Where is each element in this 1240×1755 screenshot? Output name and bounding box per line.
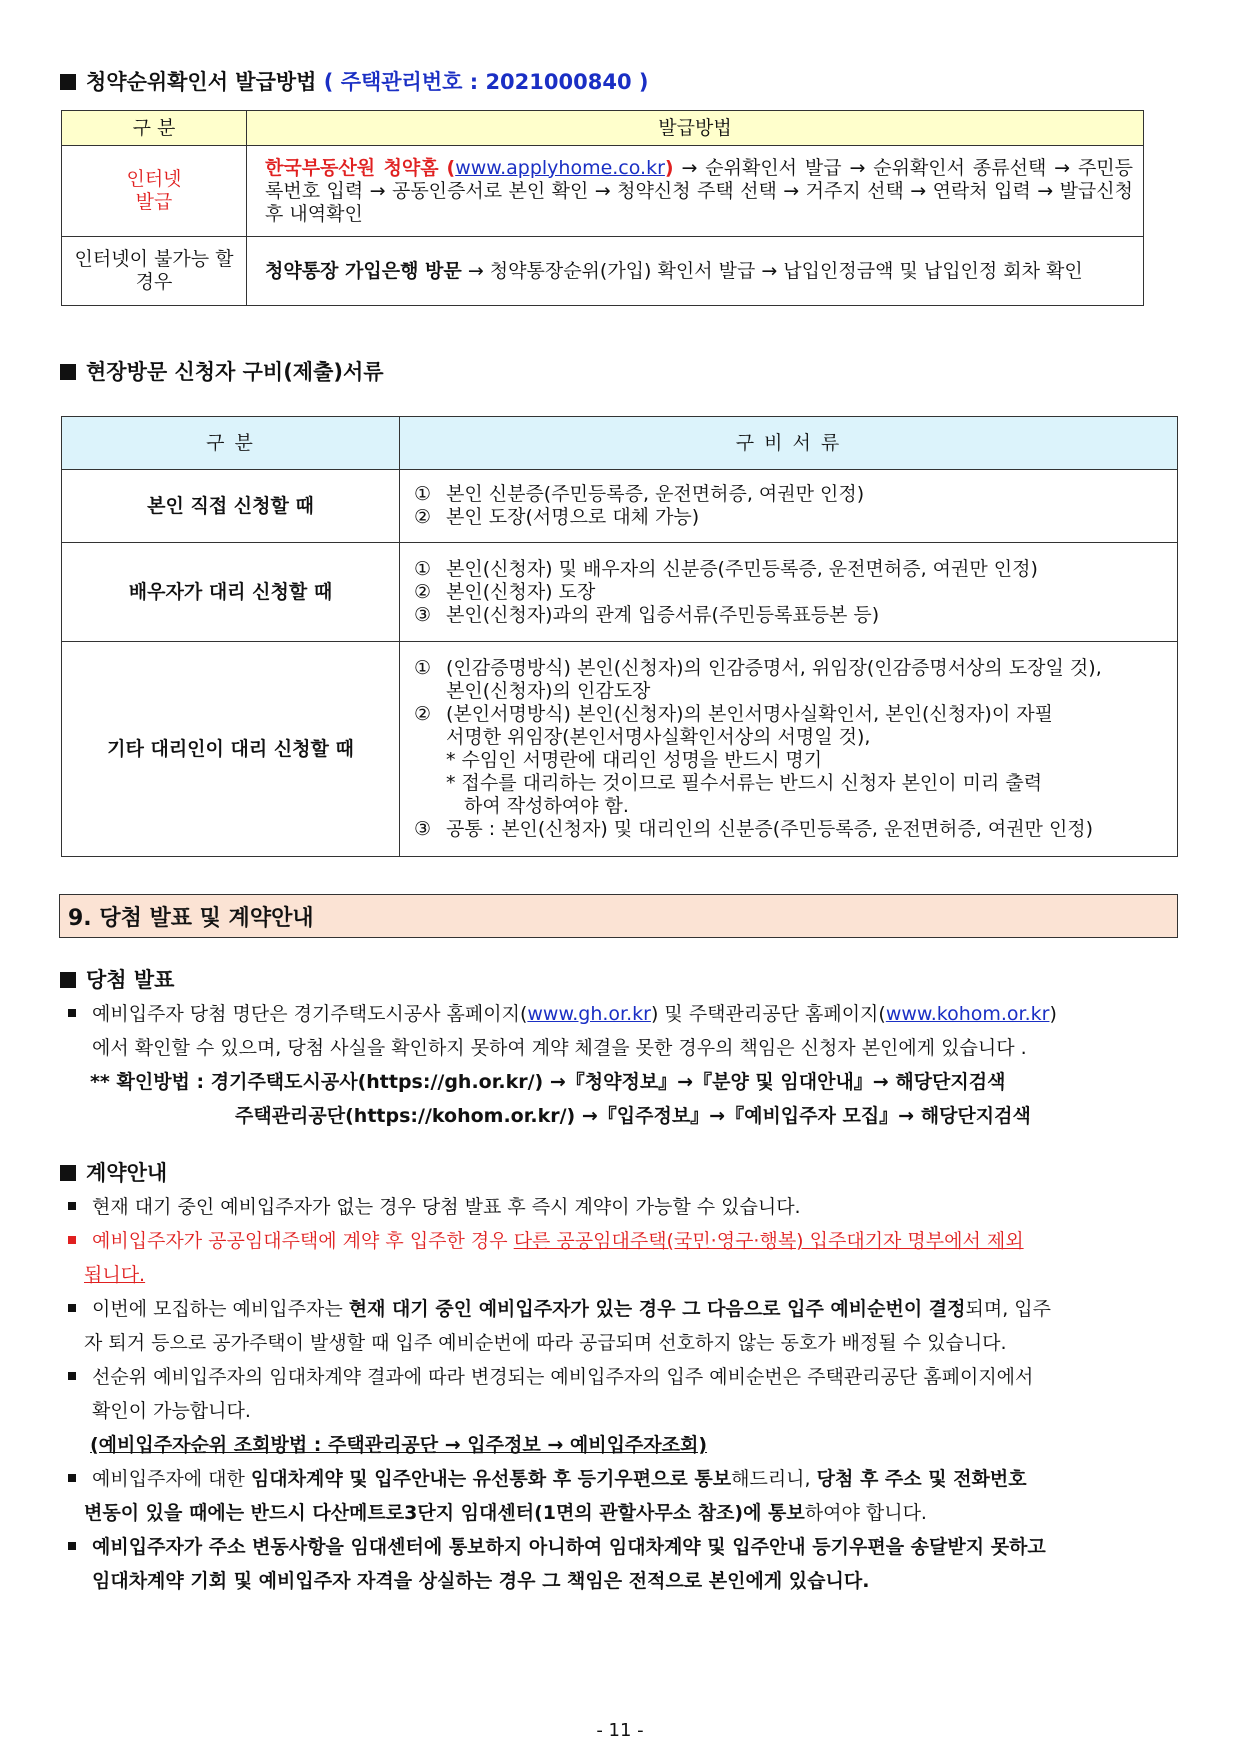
square-bullet-icon xyxy=(60,364,76,380)
note: * 접수를 대리하는 것이므로 필수서류는 반드시 신청자 본인이 미리 출력 xyxy=(446,772,1043,794)
row-method: 청약통장 가입은행 방문 → 청약통장순위(가입) 확인서 발급 → 납입인정금액 및 납입인정 회차 확인 xyxy=(247,237,1144,306)
square-bullet-icon xyxy=(60,74,76,90)
table-header: 구 비 서 류 xyxy=(400,417,1178,470)
check-method-1: ** 확인방법 : 경기주택도시공사(https://gh.or.kr/) →『청약정보』→『분양 및 임대안내』→ 해당단지검색 xyxy=(90,1071,1006,1093)
check-method-2: 주택관리공단(https://kohom.or.kr/) →『입주정보』→『예비입주자 모집』→ 해당단지검색 xyxy=(235,1105,1031,1127)
list-item: ① 본인 신분증(주민등록증, 운전면허증, 여권만 인정) xyxy=(414,483,865,505)
list-item: ① 본인(신청자) 및 배우자의 신분증(주민등록증, 운전면허증, 여권만 인정) xyxy=(414,557,1038,580)
section-9-header: 9. 당첨 발표 및 계약안내 xyxy=(59,894,1178,938)
applyhome-link[interactable]: www.applyhome.co.kr xyxy=(455,156,665,179)
table-header: 발급방법 xyxy=(247,111,1144,146)
list-item: ② 본인(신청자) 도장 xyxy=(414,580,596,603)
contract-title: 계약안내 xyxy=(60,1157,167,1187)
list-item: ② 본인 도장(서명으로 대체 가능) xyxy=(414,506,700,528)
list-item: 예비입주자가 주소 변동사항을 임대센터에 통보하지 아니하여 임대차계약 및 입주안내 등기우편을 송달받지 못하고 xyxy=(60,1530,1180,1564)
list-item: 예비입주자에 대한 임대차계약 및 입주안내는 유선통화 후 등기우편으로 통보해드리니, 당첨 후 주소 및 전화번호 xyxy=(60,1462,1180,1496)
row-docs xyxy=(400,543,1178,642)
table-row xyxy=(62,146,1144,237)
row-method: 한국부동산원 청약홈 (www.applyhome.co.kr) → 순위확인서 발급 → 순위확인서 종류선택 → 주민등록번호 입력 → 공동인증서로 본인 확인 → 청약신청 주택 선택 → 거주지 선택 → 연락처 입력 → 발급신청 후 내역확인 xyxy=(247,146,1144,237)
row-docs: ① (인감증명방식) 본인(신청자)의 인감증명서, 위임장(인감증명서상의 도장일 것), 본인(신청자)의 인감도장 ② (본인서명방식) 본인(신청자)의 본인서명사실확인서, 본인(신청자)이 자필 서명한 위임장(본인서명사실확인서상의 서명일 것), * 수임인 서명란에 대리인 성명을 반드시 명기 * 접수를 대리하는 것이므로 필수서류는 반드시 신청자 본인이 미리 출력 하여 작성하여야 함. ③ 공통 : 본인(신청자) 및 대리인의 신분증(주민등록증, 운전면허증, 여권만 인정) xyxy=(400,642,1178,857)
list-item: 예비입주자가 공공임대주택에 계약 후 입주한 경우 다른 공공임대주택(국민·영구·행복) 입주대기자 명부에서 제외 xyxy=(60,1224,1180,1258)
row-category: 인터넷이 불가능 할 경우 xyxy=(62,237,247,306)
bullet-icon xyxy=(68,1009,76,1017)
bullet-icon xyxy=(68,1372,76,1380)
row-category: 배우자가 대리 신청할 때 xyxy=(62,543,400,642)
bullet-icon xyxy=(68,1202,76,1210)
square-bullet-icon xyxy=(60,972,76,988)
bullet-icon xyxy=(68,1236,76,1244)
bullet-icon xyxy=(68,1474,76,1482)
table-header: 구 분 xyxy=(62,417,400,470)
issue-method-table xyxy=(61,110,1144,306)
list-item: ③ 본인(신청자)과의 관계 입증서류(주민등록표등본 등) xyxy=(414,603,880,626)
table-row xyxy=(62,642,1178,857)
list-item: 현재 대기 중인 예비입주자가 없는 경우 당첨 발표 후 즉시 계약이 가능할 수 있습니다. xyxy=(60,1190,1180,1224)
bullet-icon xyxy=(68,1542,76,1550)
bullet-icon xyxy=(68,1304,76,1312)
row-category: 본인 직접 신청할 때 xyxy=(62,470,400,543)
list-item: 이번에 모집하는 예비입주자는 현재 대기 중인 예비입주자가 있는 경우 그 다음으로 입주 예비순번이 결정되며, 입주 xyxy=(60,1292,1180,1326)
required-docs-table xyxy=(61,416,1178,857)
lookup-method: (예비입주자순위 조회방법 : 주택관리공단 → 입주정보 → 예비입주자조회) xyxy=(90,1434,708,1456)
issue-section-title: 청약순위확인서 발급방법 ( 주택관리번호 : 2021000840 ) xyxy=(60,66,648,96)
gh-link[interactable]: www.gh.or.kr xyxy=(527,1003,651,1025)
list-item: ① (인감증명방식) 본인(신청자)의 인감증명서, 위임장(인감증명서상의 도장일 것), xyxy=(414,657,1102,679)
contract-text: 현재 대기 중인 예비입주자가 없는 경우 당첨 발표 후 즉시 계약이 가능할 수 있습니다. 예비입주자가 공공임대주택에 계약 후 입주한 경우 다른 공공임대주택(국민·영구·행복) 입주대기자 명부에서 제외 됩니다. 이번에 모집하는 예비입주자는 현재 대기 중인 예비입주자가 있는 경우 그 다음으로 입주 예비순번이 결정되며, 입주 자 퇴거 등으로 공가주택이 발생할 때 입주 예비순번에 따라 공급되며 선호하지 않는 동호가 배정될 수 있습니다. 선순위 예비입주자의 임대차계약 결과에 따라 변경되는 예비입주자의 입주 예비순번은 주택관리공단 홈페이지에서 확인이 가능합니다. (예비입주자순위 조회방법 : 주택관리공단 → 입주정보 → 예비입주자조회) 예비입주자에 대한 임대차계약 및 입주안내는 유선통화 후 등기우편으로 통보해드리니, 당첨 후 주소 및 전화번호 변동이 있을 때에는 반드시 다산메트로3단지 임대센터(1면의 관할사무소 참조)에 통보하여야 합니다. 예비입주자가 주소 변동사항을 임대센터에 통보하지 아니하여 임대차계약 및 입주안내 등기우편을 송달받지 못하고 임대차계약 기회 및 예비입주자 자격을 상실하는 경우 그 책임은 전적으로 본인에게 있습니다. xyxy=(60,1190,1180,1598)
list-item: 선순위 예비입주자의 임대차계약 결과에 따라 변경되는 예비입주자의 입주 예비순번은 주택관리공단 홈페이지에서 xyxy=(60,1360,1180,1394)
row-docs xyxy=(400,470,1178,543)
row-category: 기타 대리인이 대리 신청할 때 xyxy=(62,642,400,857)
square-bullet-icon xyxy=(60,1165,76,1181)
page-number: - 11 - xyxy=(596,1720,644,1741)
announce-text: 예비입주자 당첨 명단은 경기주택도시공사 홈페이지(www.gh.or.kr) 및 주택관리공단 홈페이지(www.kohom.or.kr) 에서 확인할 수 있으며, 당첨 사실을 확인하지 못하여 계약 체결을 못한 경우의 책임은 신청자 본인에게 있습니다 . ** 확인방법 : 경기주택도시공사(https://gh.or.kr/) →『청약정보』→『분양 및 임대안내』→ 해당단지검색 주택관리공단(https://kohom.or.kr/) →『입주정보』→『예비입주자 모집』→ 해당단지검색 xyxy=(60,997,1180,1133)
housing-number: 주택관리번호 : 2021000840 xyxy=(340,70,632,94)
table-row xyxy=(62,470,1178,543)
kohom-link[interactable]: www.kohom.or.kr xyxy=(885,1003,1050,1025)
list-item: ② (본인서명방식) 본인(신청자)의 본인서명사실확인서, 본인(신청자)이 자필 xyxy=(414,703,1053,725)
row-category: 인터넷 발급 xyxy=(62,146,247,237)
docs-section-title: 현장방문 신청자 구비(제출)서류 xyxy=(60,356,384,386)
table-row xyxy=(62,543,1178,642)
table-header: 구 분 xyxy=(62,111,247,146)
announce-title: 당첨 발표 xyxy=(60,964,174,994)
list-item: ③ 공통 : 본인(신청자) 및 대리인의 신분증(주민등록증, 운전면허증, 여권만 인정) xyxy=(414,818,1094,840)
table-row xyxy=(62,237,1144,306)
note: * 수임인 서명란에 대리인 성명을 반드시 명기 xyxy=(446,749,823,771)
